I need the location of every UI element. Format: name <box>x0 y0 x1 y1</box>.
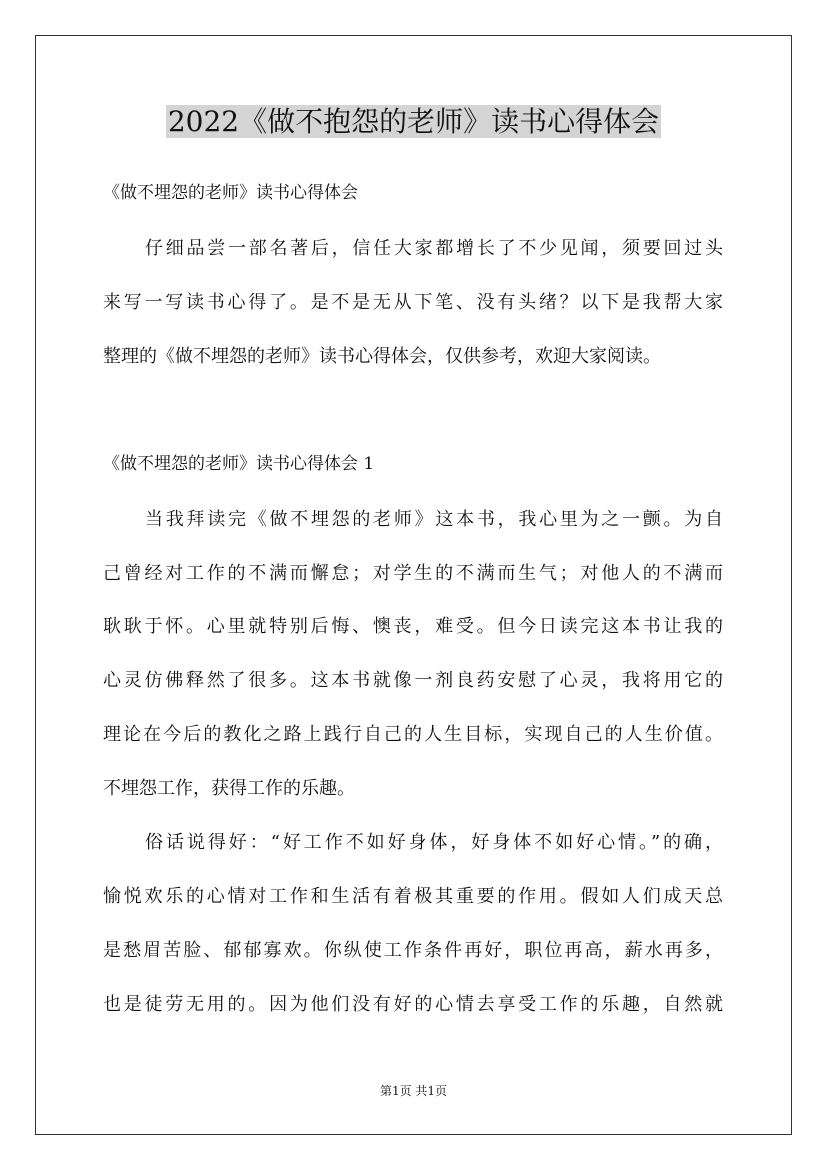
paragraph-line: 是愁眉苦脸、郁郁寡欢。你纵使工作条件再好，职位再高，薪水再多， <box>103 940 723 961</box>
paragraph-line: 理论在今后的教化之路上践行自己的人生目标，实现自己的人生价值。 <box>103 724 723 745</box>
paragraph-line: 也是徒劳无用的。因为他们没有好的心情去享受工作的乐趣，自然就 <box>103 994 723 1015</box>
document-subtitle: 《做不埋怨的老师》读书心得体会 <box>103 183 358 203</box>
paragraph-line: 己曾经对工作的不满而懈怠；对学生的不满而生气；对他人的不满而 <box>103 563 723 584</box>
document-title <box>0 100 827 144</box>
paragraph-line: 心灵仿佛释然了很多。这本书就像一剂良药安慰了心灵，我将用它的 <box>103 670 723 691</box>
intro-line: 仔细品尝一部名著后，信任大家都增长了不少见闻，须要回过头 <box>145 238 723 259</box>
intro-line: 整理的《做不埋怨的老师》读书心得体会，仅供参考，欢迎大家阅读。 <box>103 346 661 367</box>
paragraph-line: 当我拜读完《做不埋怨的老师》这本书，我心里为之一颤。为自 <box>145 509 723 530</box>
paragraph-line: 俗话说得好：“好工作不如好身体，好身体不如好心情。”的确， <box>145 832 723 853</box>
paragraph-line: 耿耿于怀。心里就特别后悔、懊丧，难受。但今日读完这本书让我的 <box>103 616 723 637</box>
page-footer: 第1页 共1页 <box>379 1084 448 1098</box>
section-heading: 《做不埋怨的老师》读书心得体会 1 <box>103 454 375 474</box>
paragraph-line: 愉悦欢乐的心情对工作和生活有着极其重要的作用。假如人们成天总 <box>103 886 723 907</box>
document-title-text: 2022《做不抱怨的老师》读书心得体会 <box>167 105 660 138</box>
intro-line: 来写一写读书心得了。是不是无从下笔、没有头绪？以下是我帮大家 <box>103 292 723 313</box>
paragraph-line: 不埋怨工作，获得工作的乐趣。 <box>103 778 355 799</box>
